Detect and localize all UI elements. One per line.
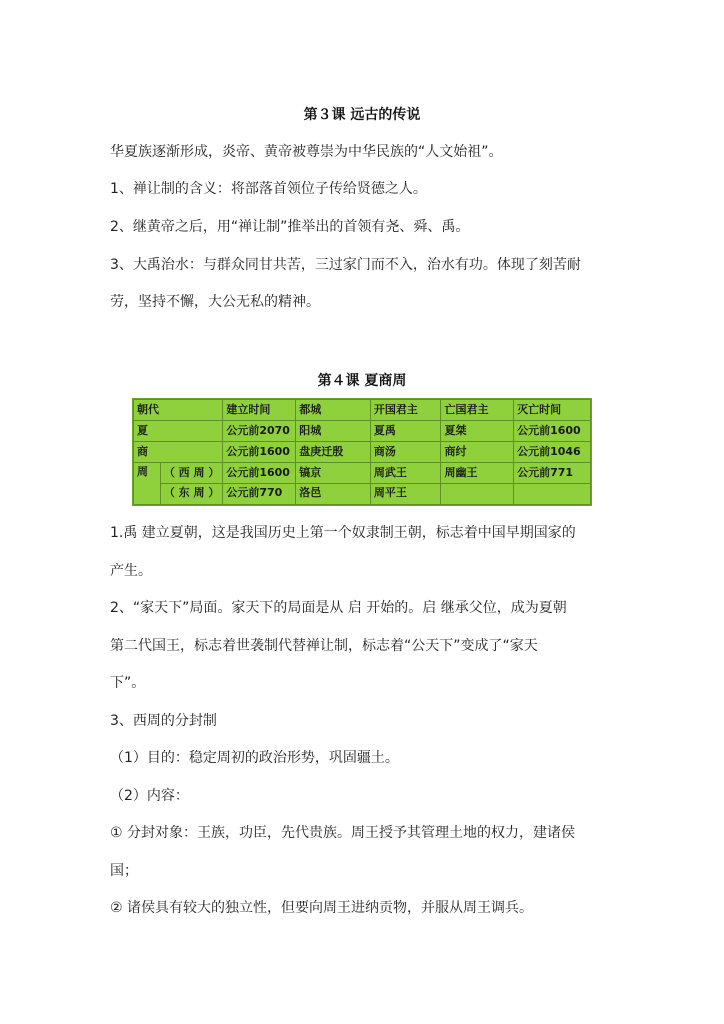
- cell-founded: 公元前1600: [223, 442, 296, 463]
- lesson4-paragraph-4: 下”。: [110, 675, 146, 691]
- table-header-row: [134, 400, 591, 421]
- cell-fall: 公元前771: [514, 463, 591, 484]
- cell-founded: 公元前770: [223, 484, 296, 505]
- lesson4-title: 第４课 夏商周: [317, 373, 407, 389]
- header-capital: 都城: [296, 400, 371, 421]
- cell-last-ruler: [441, 484, 514, 505]
- header-founded: 建立时间: [223, 400, 296, 421]
- lesson4-paragraph-6: （1）目的：稳定周初的政治形势，巩固疆土。: [110, 750, 399, 766]
- table-row: [134, 463, 591, 484]
- lesson4-paragraph-7: （2）内容：: [110, 788, 189, 804]
- cell-capital: 阳城: [296, 421, 371, 442]
- cell-dynasty: 商: [134, 442, 223, 463]
- lesson4-paragraph-3: 第二代国王，标志着世袭制代替禅让制，标志着“公天下”变成了“家天: [110, 638, 538, 654]
- cell-founder: 周平王: [370, 484, 441, 505]
- header-last-ruler: 亡国君主: [441, 400, 514, 421]
- cell-founder: 夏禹: [370, 421, 441, 442]
- lesson4-paragraph-10: ② 诸侯具有较大的独立性，但要向周王进纳贡物，并服从周王调兵。: [110, 900, 533, 916]
- cell-capital: 镐京: [296, 463, 371, 484]
- header-dynasty: 朝代: [134, 400, 223, 421]
- cell-founded: 公元前2070: [223, 421, 296, 442]
- cell-founder: 周武王: [370, 463, 441, 484]
- cell-dynasty: 夏: [134, 421, 223, 442]
- lesson3-paragraph-3: 3、大禹治水：与群众同甘共苦，三过家门而不入，治水有功。体现了刻苦耐: [110, 257, 581, 273]
- cell-dynasty: 周: [134, 463, 161, 505]
- cell-sub-period: （ 西 周 ）: [160, 463, 223, 484]
- cell-founder: 商汤: [370, 442, 441, 463]
- cell-fall: [514, 484, 591, 505]
- lesson3-paragraph-1: 1、禅让制的含义：将部落首领位子传给贤德之人。: [110, 181, 427, 197]
- lesson4-paragraph-9: 国；: [110, 863, 138, 879]
- lesson3-paragraph-2: 2、继黄帝之后，用“禅让制”推举出的首领有尧、舜、禹。: [110, 219, 470, 235]
- lesson4-paragraph-0: 1.禹 建立夏朝，这是我国历史上第一个奴隶制王朝，标志着中国早期国家的: [110, 525, 576, 541]
- table-row: [134, 421, 591, 442]
- cell-last-ruler: 商纣: [441, 442, 514, 463]
- cell-last-ruler: 夏桀: [441, 421, 514, 442]
- lesson3-paragraph-4: 劳，坚持不懈，大公无私的精神。: [110, 294, 320, 310]
- cell-capital: 盘庚迁殷: [296, 442, 371, 463]
- cell-last-ruler: 周幽王: [441, 463, 514, 484]
- cell-sub-period: （ 东 周 ）: [160, 484, 223, 505]
- lesson4-paragraph-1: 产生。: [110, 563, 152, 579]
- lesson4-paragraph-2: 2、“家天下”局面。家天下的局面是从 启 开始的。启 继承父位，成为夏朝: [110, 600, 567, 616]
- header-fall: 灭亡时间: [514, 400, 591, 421]
- lesson3-paragraph-0: 华夏族逐渐形成，炎帝、黄帝被尊崇为中华民族的“人文始祖”。: [110, 144, 503, 160]
- lesson4-paragraph-5: 3、西周的分封制: [110, 713, 217, 729]
- dynasty-table: [132, 398, 592, 506]
- cell-founded: 公元前1600: [223, 463, 296, 484]
- table-row: [134, 442, 591, 463]
- cell-fall: 公元前1600: [514, 421, 591, 442]
- table-row: [134, 484, 591, 505]
- cell-capital: 洛邑: [296, 484, 371, 505]
- cell-fall: 公元前1046: [514, 442, 591, 463]
- header-founder: 开国君主: [370, 400, 441, 421]
- lesson4-paragraph-8: ① 分封对象：王族，功臣，先代贵族。周王授予其管理土地的权力，建诸侯: [110, 825, 575, 841]
- lesson3-title: 第３课 远古的传说: [303, 107, 421, 123]
